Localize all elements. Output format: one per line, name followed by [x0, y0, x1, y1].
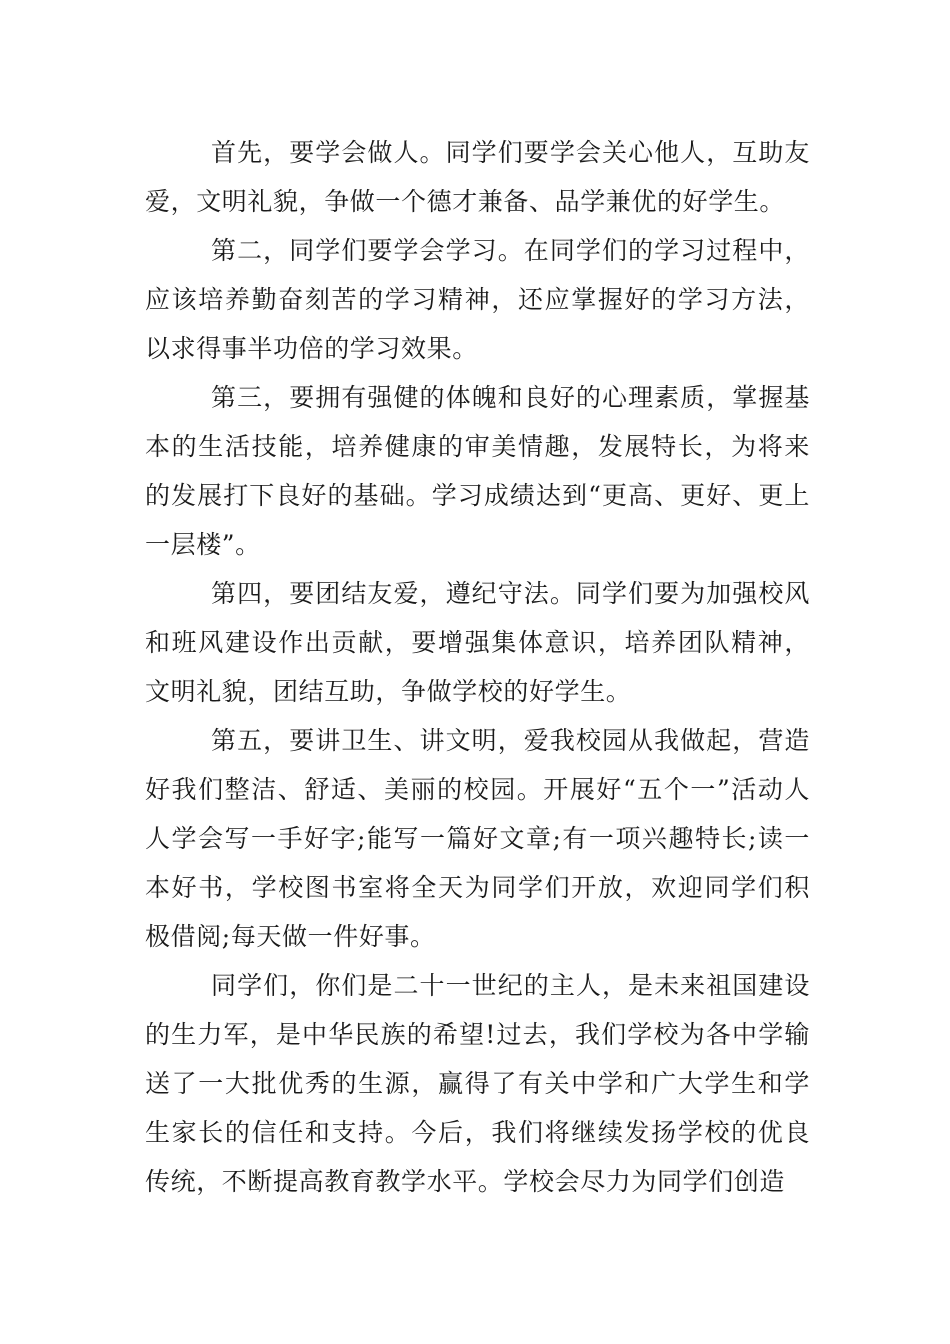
paragraph-third: 第三，要拥有强健的体魄和良好的心理素质，掌握基本的生活技能，培养健康的审美情趣，发展特长，为将来的发展打下良好的基础。学习成绩达到“更高、更好、更上一层楼”。	[145, 383, 810, 559]
paragraph-fifth: 第五，要讲卫生、讲文明，爱我校园从我做起，营造好我们整洁、舒适、美丽的校园。开展好“五个一”活动人人学会写一手好字;能写一篇好文章;有一项兴趣特长;读一本好书，学校图书室将全天为同学们开放，欢迎同学们积极借阅;每天做一件好事。	[145, 726, 810, 951]
document-body	[145, 128, 810, 1206]
paragraph-second: 第二，同学们要学会学习。在同学们的学习过程中，应该培养勤奋刻苦的学习精神，还应掌握好的学习方法，以求得事半功倍的学习效果。	[145, 236, 810, 363]
paragraph-first: 首先，要学会做人。同学们要学会关心他人，互助友爱，文明礼貌，争做一个德才兼备、品学兼优的好学生。	[145, 138, 810, 216]
paragraph-fourth: 第四，要团结友爱，遵纪守法。同学们要为加强校风和班风建设作出贡献，要增强集体意识，培养团队精神，文明礼貌，团结互助，争做学校的好学生。	[145, 579, 810, 706]
paragraph-closing: 同学们，你们是二十一世纪的主人，是未来祖国建设的生力军，是中华民族的希望!过去，我们学校为各中学输送了一大批优秀的生源，赢得了有关中学和广大学生和学生家长的信任和支持。今后，我们将继续发扬学校的优良传统，不断提高教育教学水平。学校会尽力为同学们创造	[145, 971, 810, 1196]
